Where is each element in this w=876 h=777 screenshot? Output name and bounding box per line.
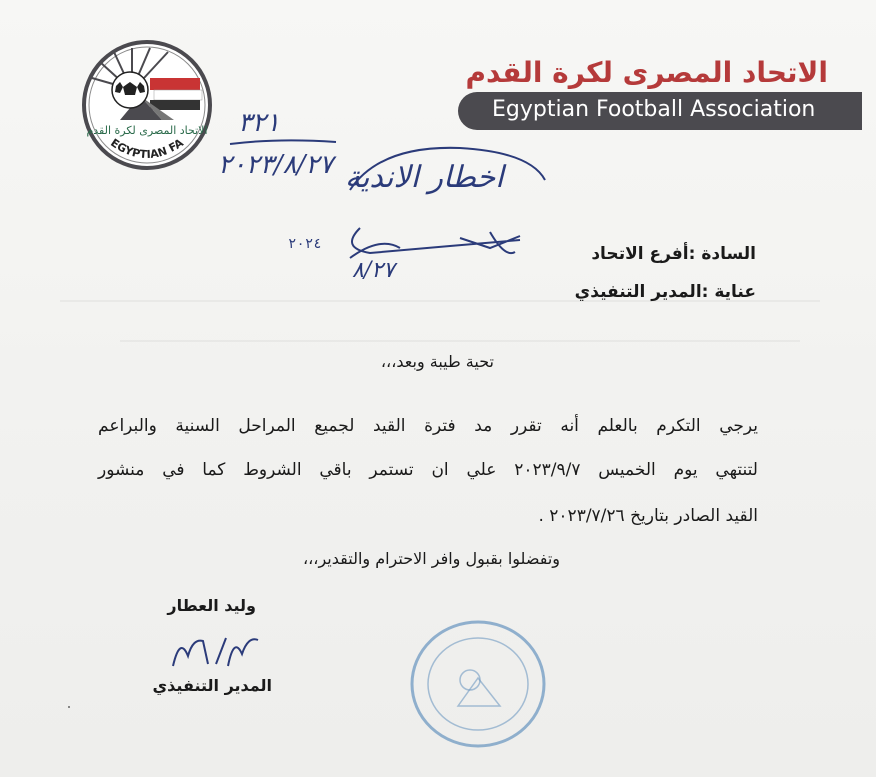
handwritten-instruction: اخطار الاندية bbox=[345, 160, 504, 195]
body-line-2: لتنتهي يوم الخميس ٢٠٢٣/٩/٧ علي ان تستمر باقي الشروط كما في منشور bbox=[98, 460, 758, 480]
speck bbox=[68, 706, 70, 708]
egyptian-fa-crest-icon bbox=[80, 38, 214, 172]
handwritten-reference-number: ٣٢١ bbox=[238, 108, 280, 138]
signatory-title: المدير التنفيذي bbox=[152, 676, 272, 695]
egyptian-fa-logo bbox=[80, 38, 214, 172]
handwritten-annotation-date2: ٨/٢٧ bbox=[352, 258, 395, 283]
header-english-title: Egyptian Football Association bbox=[492, 97, 816, 122]
body-line-1: يرجي التكرم بالعلم أنه تقرر مد فترة القيد لجميع المراحل السنية والبراعم bbox=[98, 416, 758, 436]
handwritten-underline bbox=[228, 136, 338, 148]
handwritten-annotation-date: ٢٠٢٤ bbox=[288, 236, 322, 252]
header-arabic-title: الاتحاد المصرى لكرة القدم bbox=[465, 56, 828, 89]
logo-english-text: EGYPTIAN FA bbox=[108, 136, 186, 162]
recipient-line: السادة :أفرع الاتحاد bbox=[591, 244, 756, 264]
official-stamp bbox=[408, 618, 548, 750]
initials-signature bbox=[330, 218, 530, 278]
handwritten-signature bbox=[168, 626, 268, 676]
handwritten-loop bbox=[340, 140, 550, 200]
greeting: تحية طيبة وبعد،،، bbox=[380, 352, 494, 371]
body-line-3: القيد الصادر بتاريخ ٢٠٢٣/٧/٢٦ . bbox=[538, 506, 758, 526]
closing-line: وتفضلوا بقبول وافر الاحترام والتقدير،،، bbox=[302, 549, 560, 568]
attention-line: عناية :المدير التنفيذي bbox=[574, 282, 756, 302]
faint-bleed-line bbox=[120, 340, 800, 342]
handwritten-date: ٢٠٢٣/٨/٢٧ bbox=[218, 150, 334, 180]
signatory-name: وليد العطار bbox=[167, 596, 256, 615]
logo-arabic-text: الاتحاد المصرى لكرة القدم bbox=[86, 124, 208, 137]
